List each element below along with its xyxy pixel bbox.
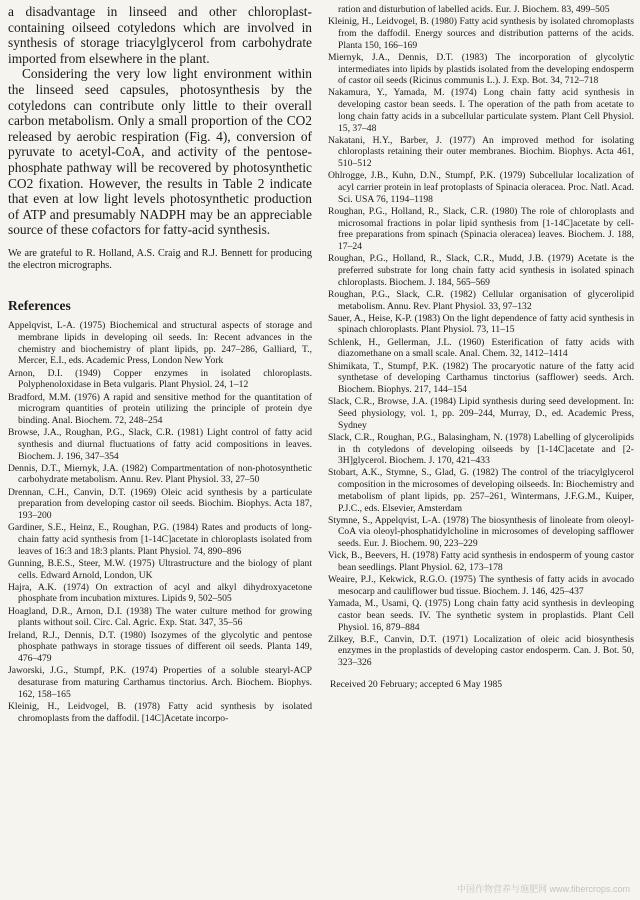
reference-item: Browse, J.A., Roughan, P.G., Slack, C.R. (1981) Light control of fatty acid synthesis and diurnal fluctuations of fatty acid compositions in leaves. Biochem. J. 196, 347–354 xyxy=(8,427,312,462)
references-heading: References xyxy=(8,298,71,314)
reference-item: Ireland, R.J., Dennis, D.T. (1980) Isozymes of the glycolytic and pentose phosphate pathways in storage tissues of different oil seeds. Planta 149, 476–479 xyxy=(8,629,312,664)
left-column xyxy=(8,4,312,725)
reference-continuation: ration and disturbution of labelled acids. Eur. J. Biochem. 83, 499–505 xyxy=(338,4,610,15)
reference-item: Schlenk, H., Gellerman, J.L. (1960) Esterification of fatty acids with diazomethane on a small scale. Anal. Chem. 32, 1412–1414 xyxy=(328,336,634,360)
reference-item: Vick, B., Beevers, H. (1978) Fatty acid synthesis in endosperm of young castor bean seedlings. Plant Physiol. 62, 173–178 xyxy=(328,550,634,574)
site-watermark: 中国作物营养与施肥网 www.fibercrops.com xyxy=(456,884,630,894)
reference-item: Zilkey, B.F., Canvin, D.T. (1971) Localization of oleic acid biosynthesis enzymes in the proplastids of developing castor endosperm. Can. J. Bot. 50, 323–326 xyxy=(328,633,634,669)
reference-item: Roughan, P.G., Holland, R., Slack, C.R., Mudd, J.B. (1979) Acetate is the preferred substrate for long chain fatty acid synthesis in isolated spinach chloroplasts. Biochem. J. 184, 565–569 xyxy=(328,253,634,288)
reference-item: Roughan, P.G., Slack, C.R. (1982) Cellular organisation of glycerolipid metabolism. Annu. Rev. Plant Physiol. 33, 97–132 xyxy=(328,288,634,312)
reference-item: Appelqvist, L-A. (1975) Biochemical and structural aspects of storage and membrane lipids in developing oil seeds. In: Recent advances in the chemistry and biochemistry of plant lipids, pp. 247–286, Galliard, T., Mercer, E.I., eds. Academic Press, London New York xyxy=(8,320,312,367)
reference-item: Shimikata, T., Stumpf, P.K. (1982) The procaryotic nature of the fatty acid synthetase of developing Carthamus tinctorius (safflower) seeds. Arch. Biochem. Biophys. 217, 144–154 xyxy=(328,360,634,395)
acknowledgement: We are grateful to R. Holland, A.S. Craig and R.J. Bennett for producing the electron micrographs. xyxy=(8,247,312,272)
reference-item: Arnon, D.I. (1949) Copper enzymes in isolated chloroplasts. Polyphenoloxidase in Beta vulgaris. Plant Physiol. 24, 1–12 xyxy=(8,367,312,391)
right-column xyxy=(328,4,634,691)
reference-item: Drennan, C.H., Canvin, D.T. (1969) Oleic acid synthesis by a particulate preparation from developing castor oil seeds. Biochim. Biophys. Acta 187, 193–200 xyxy=(8,486,312,522)
reference-item: Miernyk, J.A., Dennis, D.T. (1983) The incorporation of glycolytic intermediates into lipids by plastids isolated from the developing endosperm of castor oil seeds (Ricinus communis L.). J. Exp. Bot. 34, 712–718 xyxy=(328,51,634,87)
reference-item: Yamada, M., Usami, Q. (1975) Long chain fatty acid synthesis in devleoping castor bean seeds. IV. The synthetic system in proplastids. Plant Cell Physiol. 16, 879–884 xyxy=(328,598,634,633)
reference-item: Gardiner, S.E., Heinz, E., Roughan, P.G. (1984) Rates and products of long-chain fatty acid synthesis from [1-14C]acetate in chloroplasts isolated from leaves of 16:3 and 18:3 plants. Plant Physiol. 74, 890–896 xyxy=(8,522,312,557)
reference-item: Nakatani, H.Y., Barber, J. (1977) An improved method for isolating chloroplasts retaining their outer membranes. Biochim. Biophys. Acta 461, 510–512 xyxy=(328,134,634,170)
reference-item: Stobart, A.K., Stymne, S., Glad, G. (1982) The control of the triacylglycerol composition in the microsomes of developing oilseeds. In: Biochemistry and metabolism of plant lipids, pp. 257–261, Wintermans, J.F.G.M., Kuiper, P.J.C., eds. Elsevier, Amsterdam xyxy=(328,467,634,514)
reference-list-right xyxy=(328,16,634,669)
reference-item: Hajra, A.K. (1974) On extraction of acyl and alkyl dihydroxyacetone phosphate from incubation mixtures. Lipids 9, 502–505 xyxy=(8,581,312,605)
reference-item: Gunning, B.E.S., Steer, M.W. (1975) Ultrastructure and the biology of plant cells. Edward Arnold, London, UK xyxy=(8,557,312,581)
reference-item: Sauer, A., Heise, K-P. (1983) On the light dependence of fatty acid synthesis in spinach chloroplasts. Plant Physiol. 73, 11–15 xyxy=(328,312,634,336)
body-paragraph: a disadvantage in linseed and other chloroplast-containing oilseed cotyledons which are involved in synthesis of storage triacylglycerol from carbohydrate imported from elsewhere in the plant. xyxy=(8,4,312,66)
reference-item: Jaworski, J.G., Stumpf, P.K. (1974) Properties of a soluble stearyl-ACP desaturase from maturing Carthamus tinctorius. Arch. Biochem. Biophys. 162, 158–165 xyxy=(8,665,312,700)
reference-item: Slack, C.R., Roughan, P.G., Balasingham, N. (1978) Labelling of glycerolipids in th cotyledons of developing oilseeds by [1-14C]acetate and [2-3H]glycerol. Biochem. J. 170, 421–433 xyxy=(328,431,634,467)
body-text xyxy=(8,4,312,238)
reference-item: Hoagland, D.R., Arnon, D.I. (1938) The water culture method for growing plants without soil. Circ. Cal. Agric. Exp. Stat. 347, 35–56 xyxy=(8,605,312,629)
reference-item: Slack, C.R., Browse, J.A. (1984) Lipid synthesis during seed development. In: Seed physiology, vol. 1, pp. 209–244, Murray, D., ed. Academic Press, Sydney xyxy=(328,396,634,431)
reference-item: Stymne, S., Appelqvist, L-A. (1978) The biosynthesis of linoleate from oleoyl-CoA via oleoyl-phosphatidylcholine in microsomes of developing safflower seeds. Eur. J. Biochem. 90, 223–229 xyxy=(328,514,634,550)
reference-item: Bradford, M.M. (1976) A rapid and sensitive method for the quantitation of microgram quantities of protein utilizing the principle of protein dye binding. Anal. Biochem. 72, 248–254 xyxy=(8,391,312,426)
reference-item: Weaire, P.J., Kekwick, R.G.O. (1975) The synthesis of fatty acids in avocado mesocarp and cauliflower bud tissue. Biochem. J. 146, 425–437 xyxy=(328,574,634,597)
reference-item: Kleinig, H., Leidvogel, B. (1980) Fatty acid synthesis by isolated chromoplasts from the daffodil. Energy sources and distribution patterns of the acids. Planta 150, 166–169 xyxy=(328,16,634,51)
reference-item: Dennis, D.T., Miernyk, J.A. (1982) Compartmentation of non-photosynthetic carbohydrate metabolism. Annu. Rev. Plant Physiol. 33, 27–50 xyxy=(8,462,312,486)
body-paragraph: Considering the very low light environment within the linseed seed capsules, photosynthesis by the cotyledons can contribute only little to their overall carbon metabolism. Only a small proportion of the CO2 released by aerobic respiration (Fig. 4), conversion of pyruvate to acetyl-CoA, and activity of the pentose-phosphate pathway will be recovered by photosynthetic CO2 fixation. However, the results in Table 2 indicate that even at low light levels photosynthetic production of ATP and presumably NADPH may be an appreciable source of these cofactors for fatty-acid synthesis. xyxy=(8,66,312,238)
reference-item: Nakamura, Y., Yamada, M. (1974) Long chain fatty acid synthesis in developing castor bean seeds. I. The operation of the path from acetate to long chain fatty acids in a subcellular particulate system. Plant Cell Physiol. 15, 37–48 xyxy=(328,87,634,134)
reference-item: Ohlrogge, J.B., Kuhn, D.N., Stumpf, P.K. (1979) Subcellular localization of acyl carrier protein in leaf protoplasts of Spinacia oleracea. Proc. Natl. Acad. Sci. USA 76, 1194–1198 xyxy=(328,170,634,205)
received-date: Received 20 February; accepted 6 May 1985 xyxy=(330,678,503,690)
reference-list-left xyxy=(8,320,312,724)
reference-item: Kleinig, H., Leidvogel, B. (1978) Fatty acid synthesis by isolated chromoplasts from the daffodil. [14C]Acetate incorpo- xyxy=(8,700,312,724)
reference-item: Roughan, P.G., Holland, R., Slack, C.R. (1980) The role of chloroplasts and microsomal fractions in polar lipid synthesis from [1-14C]acetate by cell-free preparations from spinach (Spinacia oleracea) leaves. Biochem. J. 188, 17–24 xyxy=(328,205,634,253)
